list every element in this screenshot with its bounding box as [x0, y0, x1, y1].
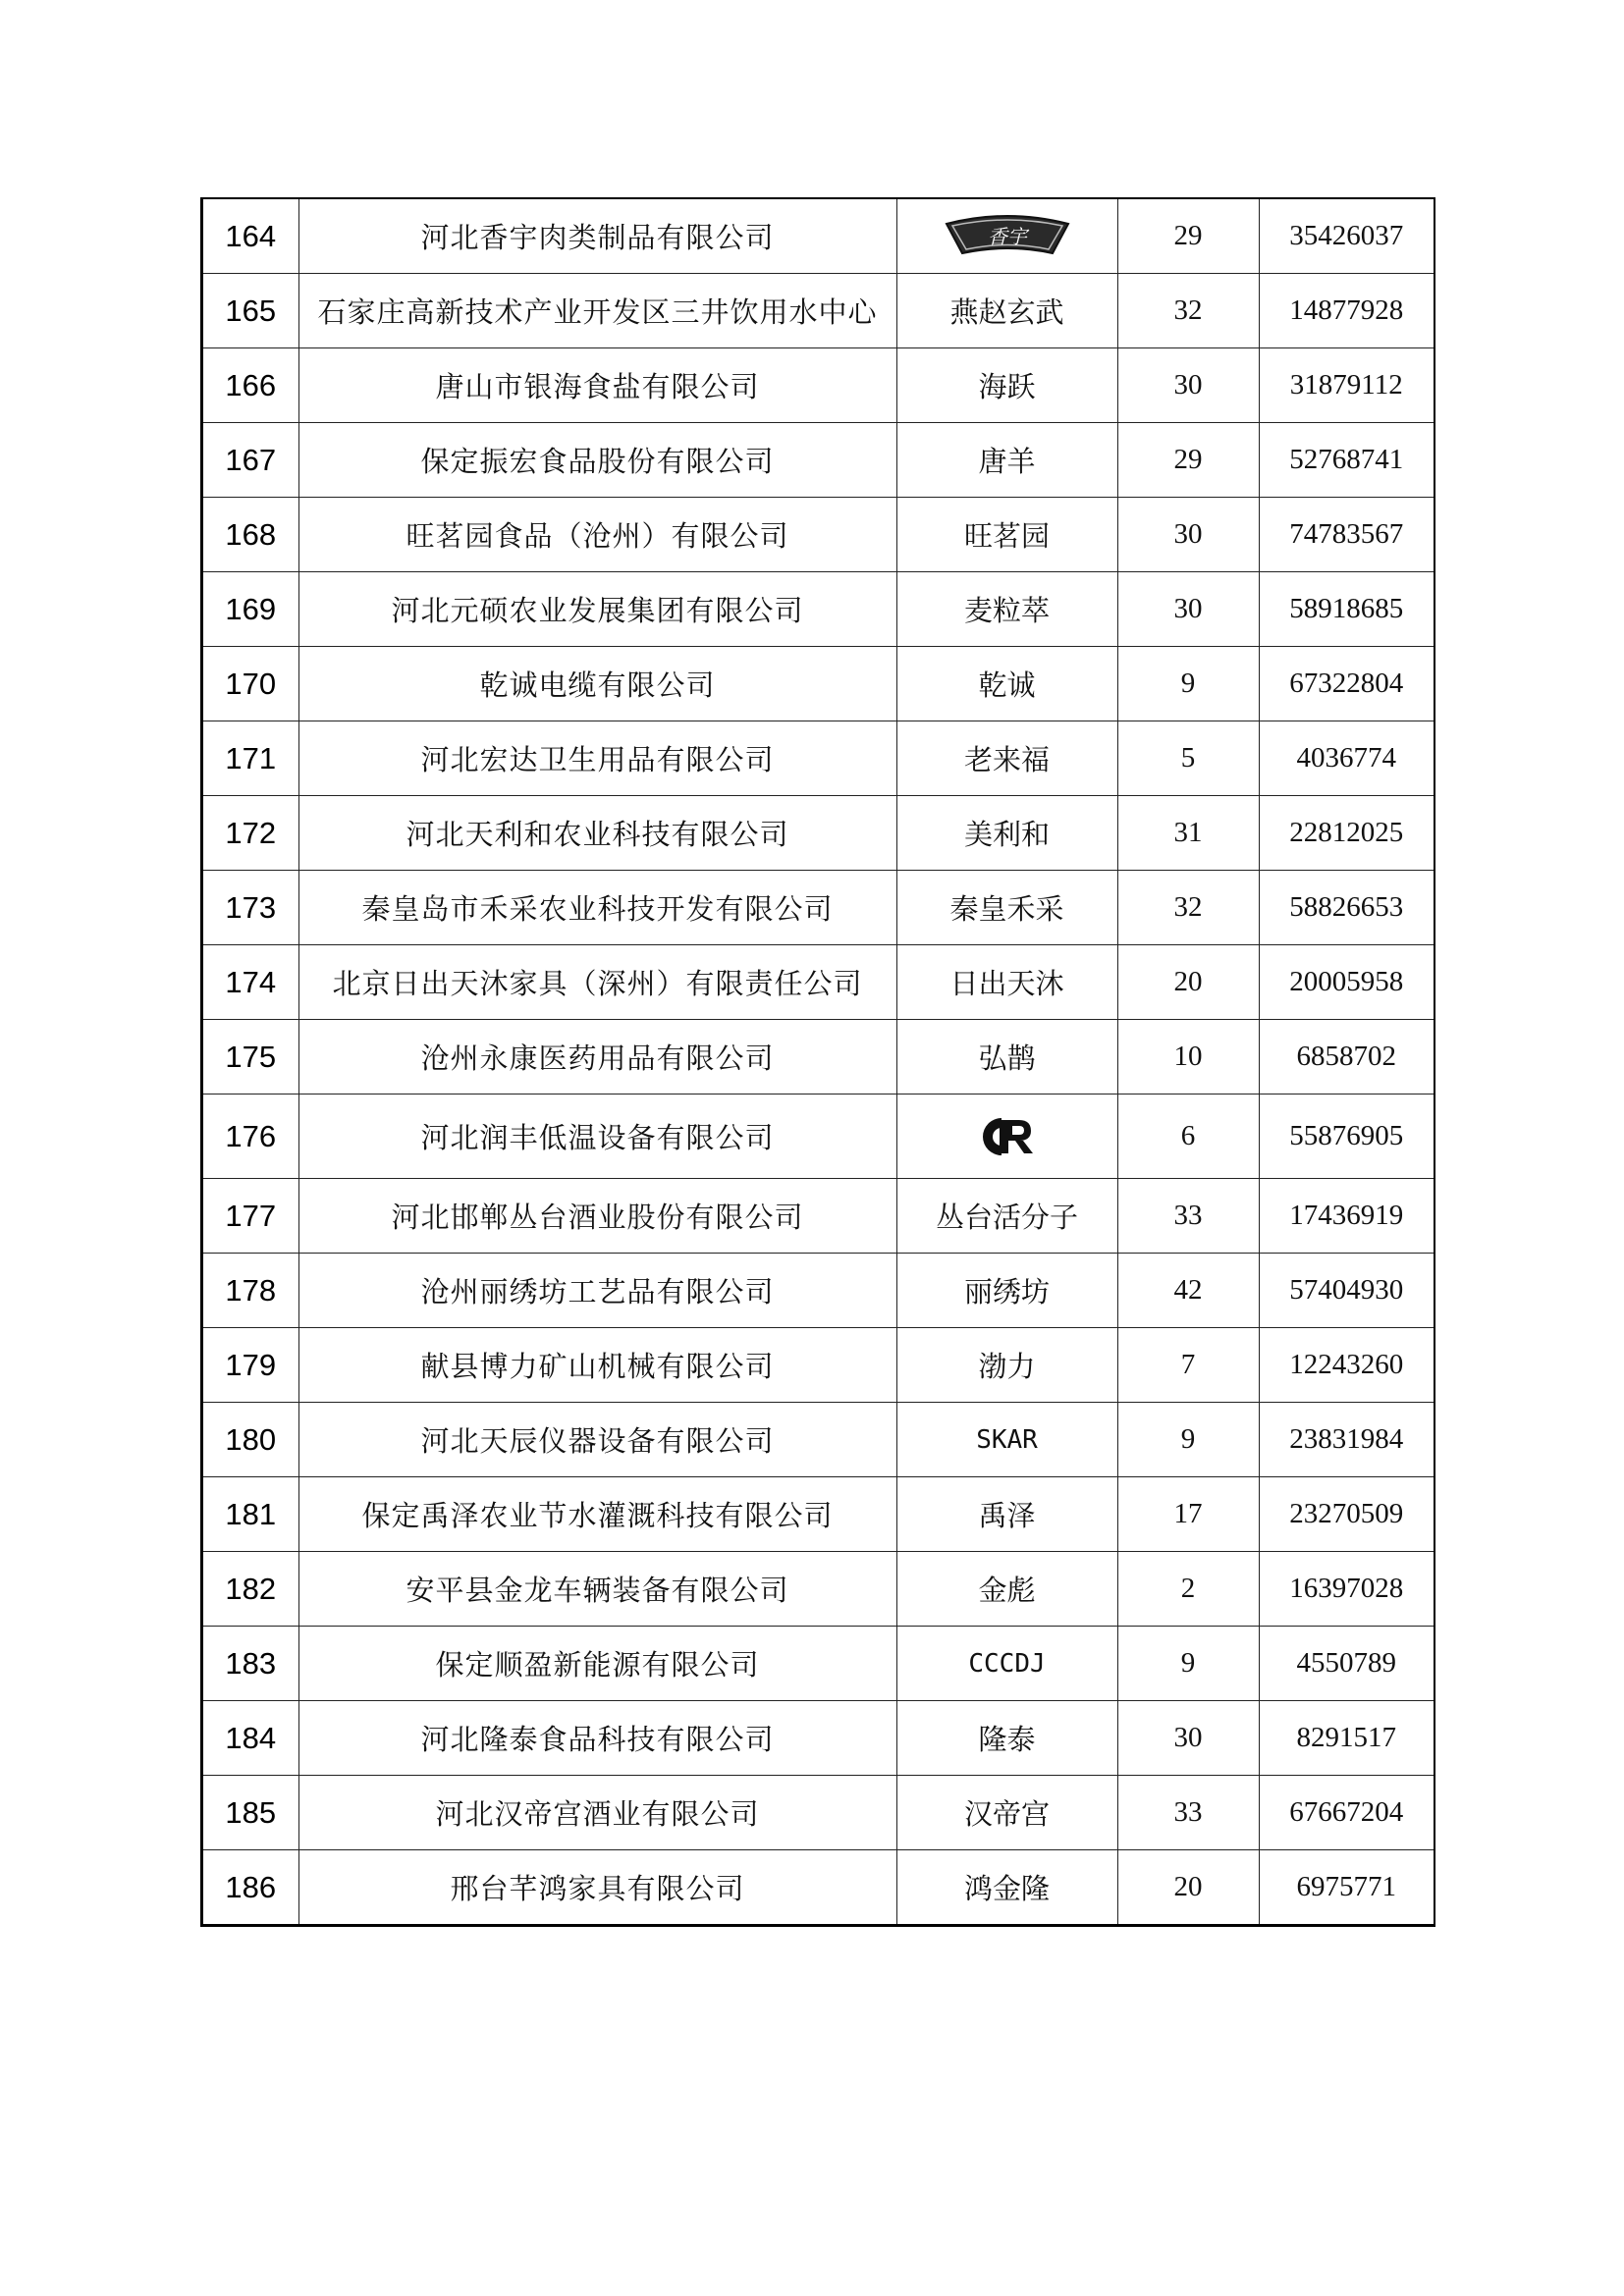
registration-number: 20005958: [1259, 945, 1434, 1020]
row-number: 174: [203, 945, 298, 1020]
brand-name: [896, 1095, 1117, 1179]
row-number: 177: [203, 1179, 298, 1254]
row-number: 184: [203, 1701, 298, 1776]
table-row-166: [203, 348, 1434, 423]
trademark-table-body: [203, 199, 1434, 1924]
registration-number: 22812025: [1259, 796, 1434, 871]
company-name: 唐山市银海食盐有限公司: [298, 348, 896, 423]
r-logo-icon: [980, 1118, 1035, 1151]
brand-name: 鸿金隆: [896, 1850, 1117, 1925]
table-row-186: [203, 1850, 1434, 1925]
trademark-class: 29: [1117, 423, 1259, 498]
company-name: 河北香宇肉类制品有限公司: [298, 199, 896, 274]
brand-name: 燕赵玄武: [896, 274, 1117, 348]
trademark-class: 2: [1117, 1552, 1259, 1627]
company-name: 沧州永康医药用品有限公司: [298, 1020, 896, 1095]
trademark-class: 30: [1117, 348, 1259, 423]
registration-number: 4036774: [1259, 721, 1434, 796]
brand-name: 老来福: [896, 721, 1117, 796]
company-name: 河北元硕农业发展集团有限公司: [298, 572, 896, 647]
registration-number: 57404930: [1259, 1254, 1434, 1328]
row-number: 173: [203, 871, 298, 945]
registration-number: 74783567: [1259, 498, 1434, 572]
company-name: 保定顺盈新能源有限公司: [298, 1627, 896, 1701]
company-name: 乾诚电缆有限公司: [298, 647, 896, 721]
company-name: 河北润丰低温设备有限公司: [298, 1095, 896, 1179]
table-row-170: [203, 647, 1434, 721]
brand-name: 美利和: [896, 796, 1117, 871]
registration-number: 8291517: [1259, 1701, 1434, 1776]
registration-number: 17436919: [1259, 1179, 1434, 1254]
table-row-172: [203, 796, 1434, 871]
trademark-class: 30: [1117, 572, 1259, 647]
table-row-171: [203, 721, 1434, 796]
brand-name: 渤力: [896, 1328, 1117, 1403]
trademark-class: 33: [1117, 1179, 1259, 1254]
table-row-165: [203, 274, 1434, 348]
table-row-179: [203, 1328, 1434, 1403]
table-row-167: [203, 423, 1434, 498]
brand-name: 丽绣坊: [896, 1254, 1117, 1328]
brand-name: 弘鹊: [896, 1020, 1117, 1095]
registration-number: 67322804: [1259, 647, 1434, 721]
brand-name: 金彪: [896, 1552, 1117, 1627]
fan-logo-icon: [943, 218, 1072, 251]
row-number: 181: [203, 1477, 298, 1552]
brand-name: 乾诚: [896, 647, 1117, 721]
brand-name: [896, 199, 1117, 274]
brand-name: 隆泰: [896, 1701, 1117, 1776]
trademark-class: 30: [1117, 498, 1259, 572]
brand-name: 秦皇禾采: [896, 871, 1117, 945]
registration-number: 58826653: [1259, 871, 1434, 945]
company-name: 献县博力矿山机械有限公司: [298, 1328, 896, 1403]
brand-name: SKAR: [896, 1403, 1117, 1477]
table-row-173: [203, 871, 1434, 945]
brand-name: 麦粒萃: [896, 572, 1117, 647]
registration-number: 58918685: [1259, 572, 1434, 647]
company-name: 保定振宏食品股份有限公司: [298, 423, 896, 498]
table-row-185: [203, 1776, 1434, 1850]
company-name: 旺茗园食品（沧州）有限公司: [298, 498, 896, 572]
company-name: 河北邯郸丛台酒业股份有限公司: [298, 1179, 896, 1254]
row-number: 171: [203, 721, 298, 796]
registration-number: 35426037: [1259, 199, 1434, 274]
trademark-class: 20: [1117, 945, 1259, 1020]
table-row-169: [203, 572, 1434, 647]
trademark-class: 31: [1117, 796, 1259, 871]
row-number: 165: [203, 274, 298, 348]
row-number: 175: [203, 1020, 298, 1095]
row-number: 164: [203, 199, 298, 274]
row-number: 182: [203, 1552, 298, 1627]
trademark-class: 32: [1117, 871, 1259, 945]
registration-number: 12243260: [1259, 1328, 1434, 1403]
row-number: 183: [203, 1627, 298, 1701]
table-row-177: [203, 1179, 1434, 1254]
registration-number: 23270509: [1259, 1477, 1434, 1552]
row-number: 167: [203, 423, 298, 498]
svg-text:香宇: 香宇: [987, 224, 1027, 248]
trademark-class: 42: [1117, 1254, 1259, 1328]
registration-number: 23831984: [1259, 1403, 1434, 1477]
table-row-174: [203, 945, 1434, 1020]
brand-name: 禹泽: [896, 1477, 1117, 1552]
row-number: 169: [203, 572, 298, 647]
table-row-182: [203, 1552, 1434, 1627]
trademark-table-container: [200, 197, 1435, 1927]
brand-name: 旺茗园: [896, 498, 1117, 572]
brand-name: 日出天沐: [896, 945, 1117, 1020]
trademark-class: 9: [1117, 1627, 1259, 1701]
company-name: 河北天利和农业科技有限公司: [298, 796, 896, 871]
row-number: 186: [203, 1850, 298, 1925]
row-number: 180: [203, 1403, 298, 1477]
company-name: 保定禹泽农业节水灌溉科技有限公司: [298, 1477, 896, 1552]
table-row-164: [203, 199, 1434, 274]
company-name: 安平县金龙车辆装备有限公司: [298, 1552, 896, 1627]
registration-number: 6858702: [1259, 1020, 1434, 1095]
trademark-class: 20: [1117, 1850, 1259, 1925]
brand-name: CCCDJ: [896, 1627, 1117, 1701]
brand-name: 汉帝宫: [896, 1776, 1117, 1850]
table-row-183: [203, 1627, 1434, 1701]
trademark-class: 5: [1117, 721, 1259, 796]
company-name: 河北宏达卫生用品有限公司: [298, 721, 896, 796]
row-number: 179: [203, 1328, 298, 1403]
registration-number: 14877928: [1259, 274, 1434, 348]
company-name: 秦皇岛市禾采农业科技开发有限公司: [298, 871, 896, 945]
trademark-class: 10: [1117, 1020, 1259, 1095]
company-name: 河北天辰仪器设备有限公司: [298, 1403, 896, 1477]
company-name: 河北隆泰食品科技有限公司: [298, 1701, 896, 1776]
row-number: 168: [203, 498, 298, 572]
trademark-class: 9: [1117, 647, 1259, 721]
company-name: 邢台芊鸿家具有限公司: [298, 1850, 896, 1925]
brand-name: 唐羊: [896, 423, 1117, 498]
brand-name: 海跃: [896, 348, 1117, 423]
registration-number: 6975771: [1259, 1850, 1434, 1925]
trademark-class: 30: [1117, 1701, 1259, 1776]
company-name: 河北汉帝宫酒业有限公司: [298, 1776, 896, 1850]
table-row-176: [203, 1095, 1434, 1179]
registration-number: 55876905: [1259, 1095, 1434, 1179]
company-name: 北京日出天沐家具（深州）有限责任公司: [298, 945, 896, 1020]
trademark-class: 33: [1117, 1776, 1259, 1850]
company-name: 沧州丽绣坊工艺品有限公司: [298, 1254, 896, 1328]
table-row-168: [203, 498, 1434, 572]
row-number: 172: [203, 796, 298, 871]
registration-number: 16397028: [1259, 1552, 1434, 1627]
table-row-178: [203, 1254, 1434, 1328]
row-number: 166: [203, 348, 298, 423]
registration-number: 67667204: [1259, 1776, 1434, 1850]
row-number: 176: [203, 1095, 298, 1179]
trademark-class: 7: [1117, 1328, 1259, 1403]
row-number: 185: [203, 1776, 298, 1850]
company-name: 石家庄高新技术产业开发区三井饮用水中心: [298, 274, 896, 348]
trademark-class: 17: [1117, 1477, 1259, 1552]
trademark-class: 9: [1117, 1403, 1259, 1477]
row-number: 170: [203, 647, 298, 721]
trademark-class: 6: [1117, 1095, 1259, 1179]
trademark-class: 32: [1117, 274, 1259, 348]
registration-number: 31879112: [1259, 348, 1434, 423]
registration-number: 52768741: [1259, 423, 1434, 498]
table-row-180: [203, 1403, 1434, 1477]
registration-number: 4550789: [1259, 1627, 1434, 1701]
trademark-class: 29: [1117, 199, 1259, 274]
table-row-181: [203, 1477, 1434, 1552]
table-row-184: [203, 1701, 1434, 1776]
row-number: 178: [203, 1254, 298, 1328]
table-row-175: [203, 1020, 1434, 1095]
brand-name: 丛台活分子: [896, 1179, 1117, 1254]
trademark-table: [203, 199, 1434, 1924]
